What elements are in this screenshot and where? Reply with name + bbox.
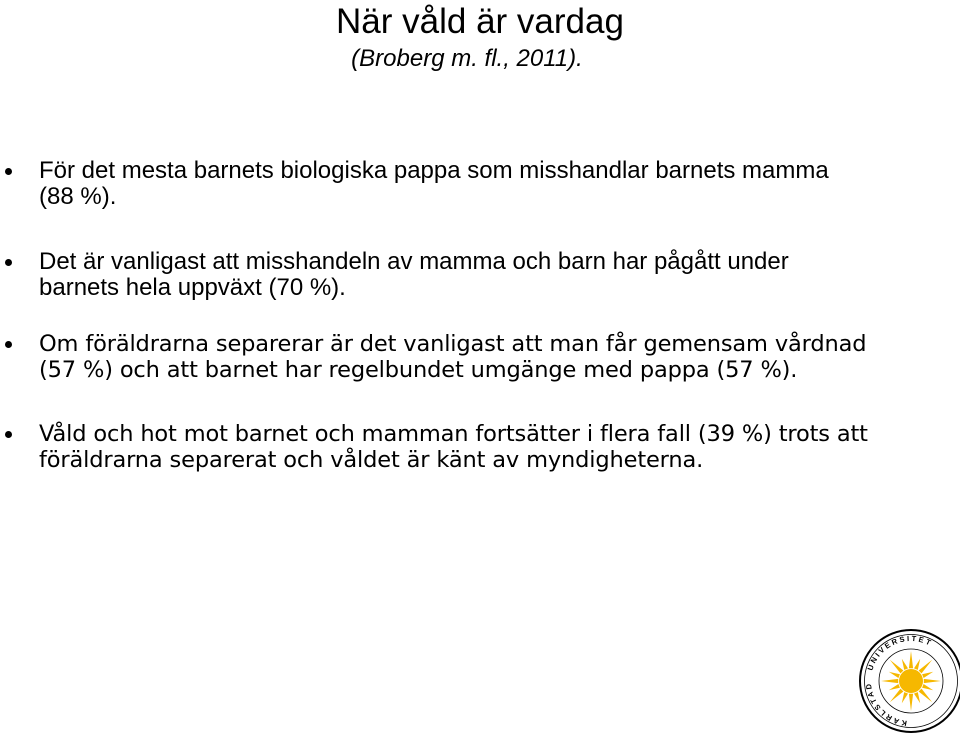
bullet-dot-icon xyxy=(5,431,12,438)
svg-text:KARLSTADS: KARLSTAD xyxy=(863,681,908,728)
bullet-line: barnets hela uppväxt (70 %). xyxy=(39,274,346,301)
bullet-line: (57 %) och att barnet har regelbundet umgänge med pappa (57 %). xyxy=(39,357,798,383)
bullet-line: Våld och hot mot barnet och mamman fortsätter i flera fall (39 %) trots att xyxy=(39,421,868,447)
sun-seal-icon xyxy=(858,628,960,734)
bullet-text xyxy=(39,421,939,473)
slide-subtitle: (Broberg m. fl., 2011). xyxy=(351,45,583,72)
svg-text:UNIVERSITET: UNIVERSITET xyxy=(865,633,935,672)
bullet-line: Om föräldrarna separerar är det vanligast att man får gemensam vårdnad xyxy=(39,331,867,357)
bullet-text xyxy=(39,158,939,210)
bullet-line: Det är vanligast att misshandeln av mamma och barn har pågått under xyxy=(39,248,789,275)
bullet-line: För det mesta barnets biologiska pappa som misshandlar barnets mamma xyxy=(39,157,829,184)
karlstad-university-logo xyxy=(858,628,960,734)
bullet-line: (88 %). xyxy=(39,183,117,210)
bullet-dot-icon xyxy=(5,259,12,266)
bullet-text xyxy=(39,249,939,301)
bullet-text xyxy=(39,331,939,383)
bullet-line: föräldrarna separerat och våldet är känt av myndigheterna. xyxy=(39,447,704,473)
bullet-dot-icon xyxy=(5,341,12,348)
slide-title: När våld är vardag xyxy=(336,2,624,41)
bullet-dot-icon xyxy=(5,168,12,175)
